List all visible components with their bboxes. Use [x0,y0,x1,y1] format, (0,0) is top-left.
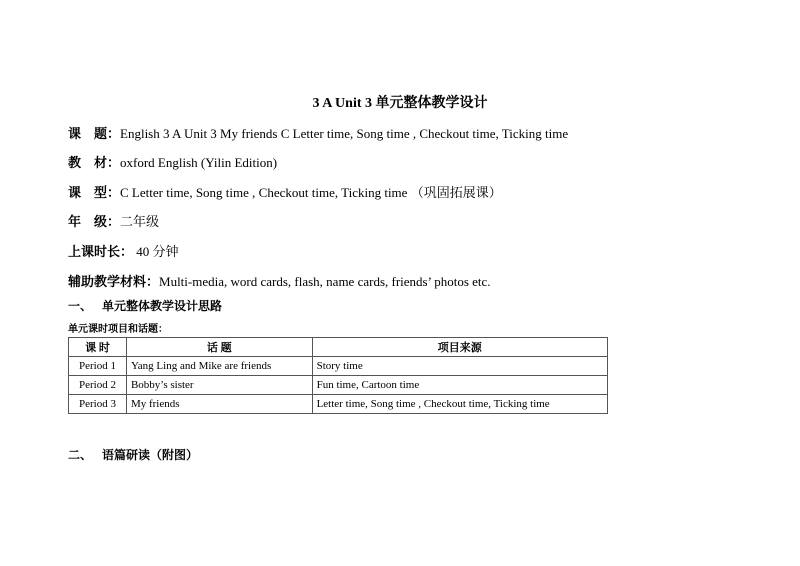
table-row [69,357,608,376]
section-number: 一、 [68,299,93,313]
cell-period: Period 2 [69,376,127,395]
cell-source: Letter time, Song time , Checkout time, Ticking time [312,395,607,414]
info-label: 教 材： [68,155,121,170]
info-label: 课 型： [68,185,121,200]
unit-periods-table [68,337,608,414]
header-source: 项目来源 [312,338,607,357]
info-value: oxford English (Yilin Edition) [120,155,278,170]
section-number: 二、 [68,448,93,462]
info-value: Multi-media, word cards, flash, name cards, friends’ photos etc. [159,274,491,289]
section-text: 单元整体教学设计思路 [102,299,223,313]
info-row-topic [68,123,568,142]
header-period: 课 时 [69,338,127,357]
info-label: 辅助教学材料： [68,274,160,289]
info-value: English 3 A Unit 3 My friends C Letter time, Song time , Checkout time, Ticking time [120,126,569,141]
table-row [69,376,608,395]
cell-topic: Yang Ling and Mike are friends [126,357,312,376]
cell-source: Story time [312,357,607,376]
section-heading-1 [68,297,222,314]
info-row-materials [68,271,491,290]
info-value: 40 分钟 [133,244,179,259]
info-row-textbook [68,152,277,171]
info-label: 年 级： [68,214,121,229]
document-title: 3 A Unit 3 单元整体教学设计 [312,96,488,111]
section-heading-2 [68,446,198,463]
cell-source: Fun time, Cartoon time [312,376,607,395]
table-caption: 单元课时项目和话题： [68,324,168,335]
info-row-lesson-type [68,182,502,201]
cell-period: Period 1 [69,357,127,376]
cell-period: Period 3 [69,395,127,414]
info-value: C Letter time, Song time , Checkout time, Ticking time （巩固拓展课） [120,185,502,200]
info-row-grade [68,211,159,230]
table-row [69,395,608,414]
info-label: 课 题： [68,126,121,141]
cell-topic: My friends [126,395,312,414]
table-header-row [69,338,608,357]
info-row-duration [68,241,179,260]
info-value: 二年级 [120,214,160,229]
header-topic: 话 题 [126,338,312,357]
section-text: 语篇研读（附图） [102,448,199,462]
info-label: 上课时长： [68,244,134,259]
cell-topic: Bobby’s sister [126,376,312,395]
